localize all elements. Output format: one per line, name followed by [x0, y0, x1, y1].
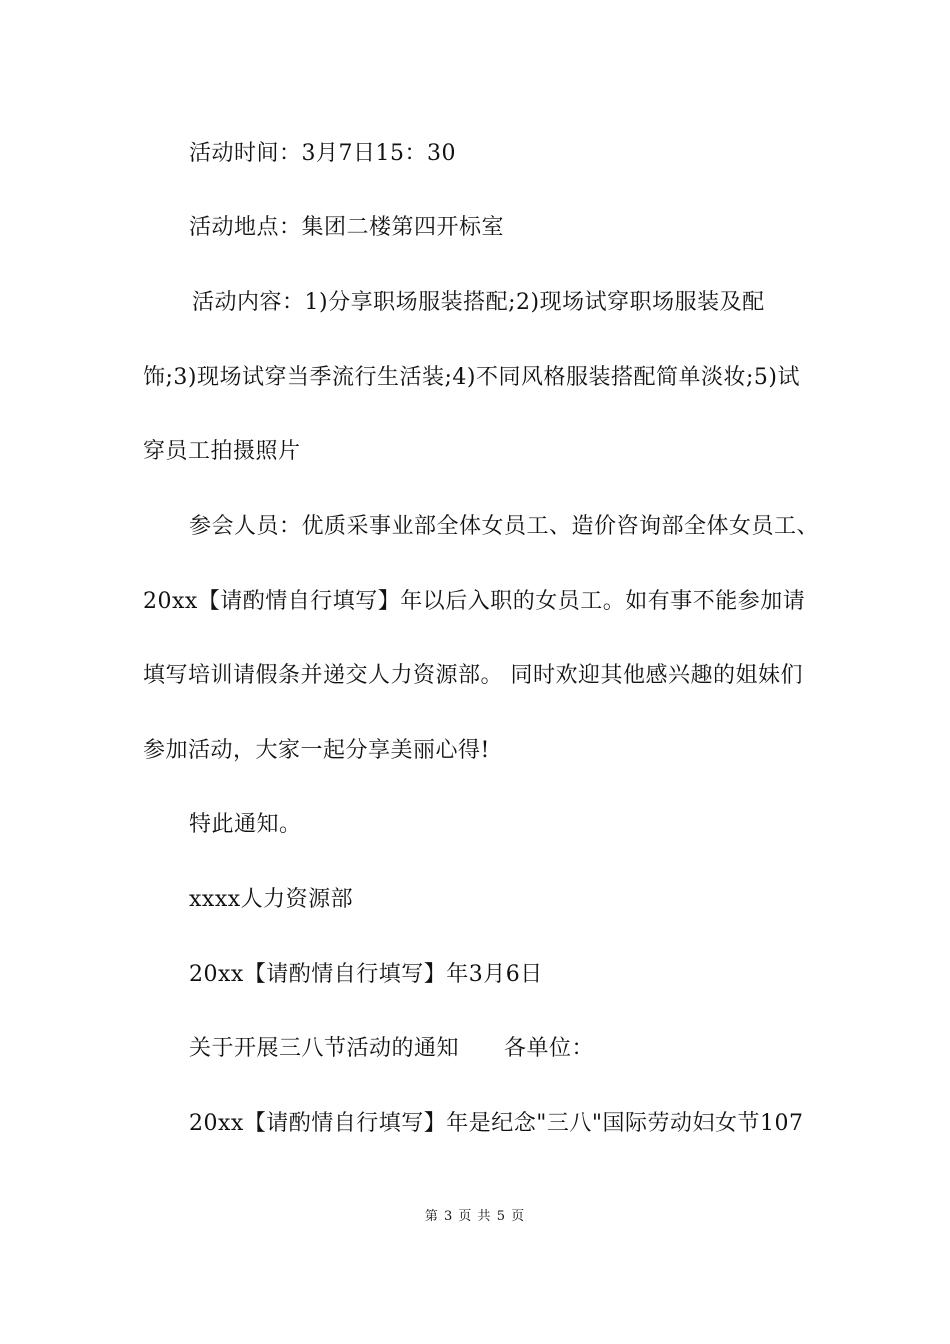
activity-time-line: 活动时间：3月7日15：30 [189, 141, 456, 166]
notice-title-line: 关于开展三八节活动的通知 各单位： [189, 1036, 595, 1061]
attendees-line-4: 参加活动，大家一起分享美丽心得! [143, 738, 490, 763]
notice-body-line-1: 20xx【请酌情自行填写】年是纪念"三八"国际劳动妇女节107 [189, 1111, 804, 1136]
activity-content-line-3: 穿员工拍摄照片 [143, 439, 301, 464]
attendees-line-2: 20xx【请酌情自行填写】年以后入职的女员工。如有事不能参加请 [143, 589, 806, 614]
page-number-footer: 第 3 页 共 5 页 [424, 1209, 526, 1224]
signature-date-line: 20xx【请酌情自行填写】年3月6日 [189, 962, 543, 987]
activity-content-line-1: 活动内容：1)分享职场服装搭配;2)现场试穿职场服装及配 [192, 290, 765, 315]
signature-department-line: xxxx人力资源部 [189, 887, 354, 912]
attendees-line-1: 参会人员：优质采事业部全体女员工、造价咨询部全体女员工、 [189, 514, 820, 539]
attendees-line-3: 填写培训请假条并递交人力资源部。 同时欢迎其他感兴趣的姐妹们 [143, 663, 803, 688]
closing-notice-line: 特此通知。 [189, 812, 302, 837]
activity-content-line-2: 饰;3)现场试穿当季流行生活装;4)不同风格服装搭配简单淡妆;5)试 [143, 365, 800, 390]
activity-location-line: 活动地点：集团二楼第四开标室 [189, 215, 505, 240]
